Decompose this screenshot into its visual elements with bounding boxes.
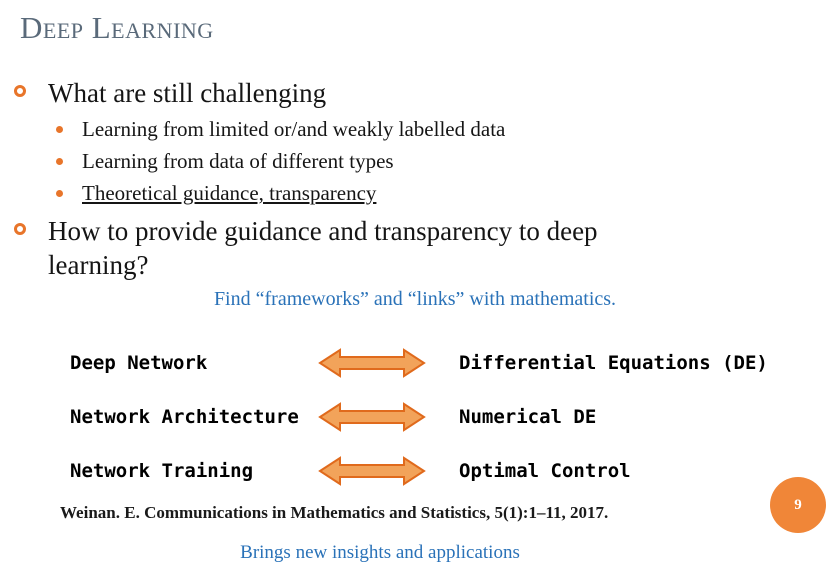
bullet-ring-icon bbox=[14, 223, 26, 235]
bullet-dot-icon bbox=[56, 190, 63, 197]
citation: Weinan. E. Communications in Mathematics and Statistics, 5(1):1–11, 2017. bbox=[60, 503, 609, 522]
main-bullet-text: What are still challenging bbox=[48, 78, 327, 108]
mapping-left-network-architecture: Network Architecture bbox=[70, 406, 299, 428]
bullet-dot-icon bbox=[56, 158, 63, 165]
mapping-right-numerical-de: Numerical DE bbox=[459, 406, 597, 428]
mapping-right-optimal-control: Optimal Control bbox=[459, 460, 631, 482]
main-bullet-text-line1: How to provide guidance and transparency to deep bbox=[48, 216, 598, 246]
slide-title: Deep Learning bbox=[20, 10, 214, 45]
double-arrow-icon bbox=[318, 456, 426, 486]
frameworks-note: Find “frameworks” and “links” with mathematics. bbox=[213, 288, 617, 310]
main-bullet-text-line2: learning? bbox=[48, 250, 149, 280]
double-arrow-icon bbox=[318, 402, 426, 432]
insights-note: Brings new insights and applications bbox=[240, 542, 520, 563]
mapping-left-network-training: Network Training bbox=[70, 460, 254, 482]
page-number-badge: 9 bbox=[770, 477, 826, 533]
bullet-dot-icon bbox=[56, 126, 63, 133]
sub-bullet-text: Learning from limited or/and weakly labelled data bbox=[82, 117, 506, 141]
sub-bullet-text: Learning from data of different types bbox=[82, 149, 394, 173]
bullet-ring-icon bbox=[14, 85, 26, 97]
sub-bullet-text: Theoretical guidance, transparency bbox=[82, 181, 377, 205]
mapping-left-deep-network: Deep Network bbox=[70, 352, 208, 374]
double-arrow-icon bbox=[318, 348, 426, 378]
mapping-right-differential-equations: Differential Equations (DE) bbox=[459, 352, 768, 374]
